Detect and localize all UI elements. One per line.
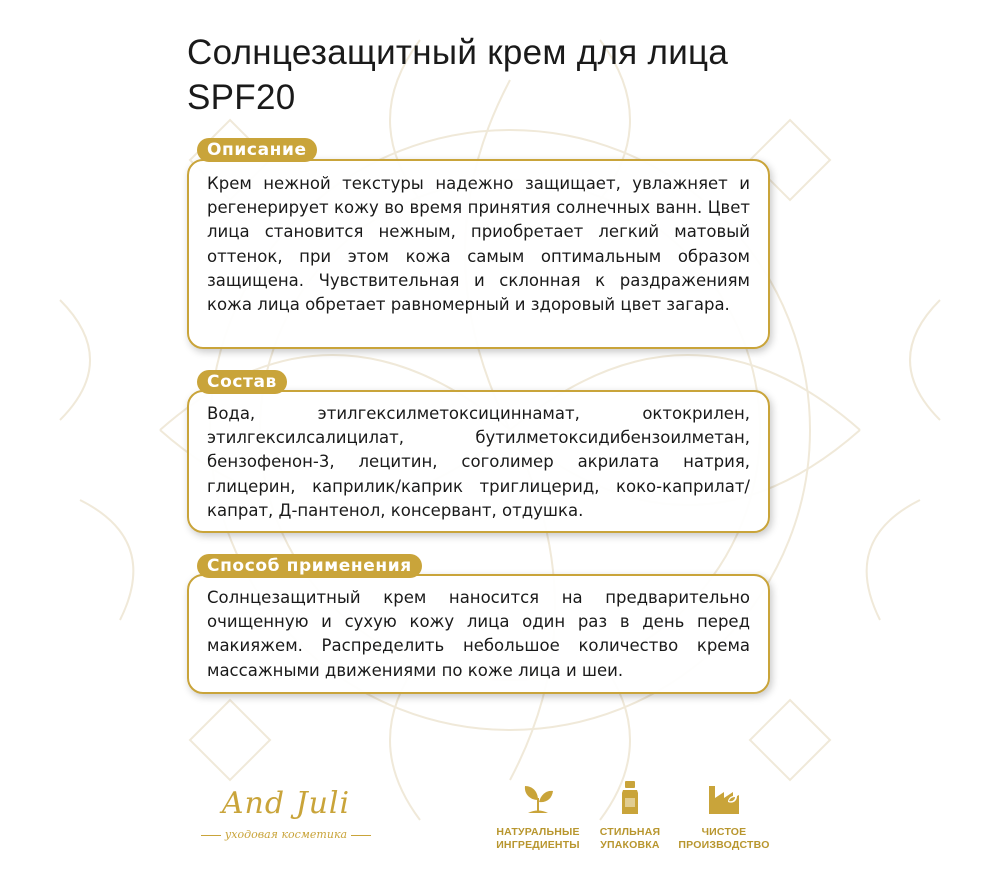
brand-subtitle-row — [186, 828, 386, 841]
composition-text: Вода, этилгексилметоксициннамат, октокрилен, этилгексилсалицилат, бутилметоксидибензоилметан, бензофенон-3, лецитин, соголимер акрилата натрия, глицерин, каприлик/каприк триглицерид, коко-каприлат/капрат, Д-пантенол, консервант, отдушка. — [207, 404, 750, 520]
brand-name: And Juli — [221, 786, 351, 821]
description-label: Описание — [197, 138, 317, 162]
brand-subtitle: уходовая косметика — [224, 828, 348, 841]
feature-natural-ingredients: НАТУРАЛЬНЫЕ ИНГРЕДИЕНТЫ — [488, 778, 588, 852]
description-text: Крем нежной текстуры надежно защищает, увлажняет и регенерирует кожу во время принятия солнечных ванн. Цвет лица становится нежным, приобретает легкий матовый оттенок, при этом кожа самым оптимальным образом защищена. Чувствительная и склонная к раздражениям кожа лица обретает равномерный и здоровый цвет загара. — [207, 174, 750, 315]
composition-label: Состав — [197, 370, 287, 394]
page-title: Солнцезащитный крем для лица SPF20 — [187, 33, 729, 117]
usage-section — [187, 554, 770, 694]
feature-stylish-packaging: СТИЛЬНАЯ УПАКОВКА — [580, 778, 680, 852]
usage-text: Солнцезащитный крем наносится на предварительно очищенную и сухую кожу лица один раз в день перед макияжем. Распределить небольшое количество крема массажными движениями по коже лица и шеи. — [207, 588, 750, 680]
composition-section — [187, 370, 770, 533]
feature-clean-production: ЧИСТОЕ ПРОИЗВОДСТВО — [674, 778, 774, 852]
brand-logo — [186, 786, 386, 846]
usage-label: Способ применения — [197, 554, 422, 578]
factory-icon — [704, 778, 744, 818]
bottle-icon — [610, 778, 650, 818]
description-section — [187, 138, 770, 349]
leaf-sprout-icon — [518, 778, 558, 818]
